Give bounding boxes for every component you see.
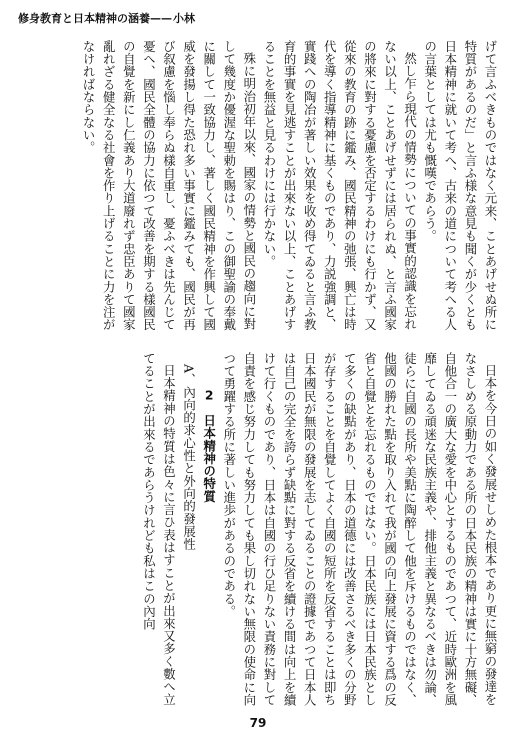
bottom-text-column — [16, 352, 500, 710]
header-dash: —— — [150, 12, 172, 25]
subsection-heading — [179, 352, 199, 710]
paragraph: 殊に明治初年以來、國家の情勢と國民の趨向に對して幾度か優渥な聖勅を賜はり、この御聖諭の奉戴に關して一致協力し、著しく國民精神を作興して國威を發揚し得た恐れ多い事實に鑑みても、國民が再び叙慮を惱し奉らぬ樣自重し、憂ふべきは先んじて憂へ、國民全體の協力に依つて改善を期する樣國民の自覺を新にし仁義あり大道廢れず忠臣ありて國家亂れざる健全なる社會を作り上げることに力を注がなければならない。 — [81, 40, 257, 331]
paragraph: 日本精神の特質は色々に言ひ表はすことが出來又多く數へ立てることが出來るであらうけれども私はこの內向 — [141, 352, 177, 706]
header-author: 小林 — [173, 12, 195, 25]
top-text-column — [16, 40, 500, 334]
paragraph: 日本を今日の如く發展せしめた根本であり更に無窮の發達をなさしめる原動力である所の日本民族の精神は實に十方無礙、自他合一の廣大な愛を中心とするものであつて、近時歐洲を風靡してゐる頑迷な民族主義や、排他主義と異なるべきは勿論、徒らに自國の長所や美點に陶醉して他を斥けるものではなく、他國の勝れた點を取り入れて我が國の向上發展に資する爲の反省と自覺とを忘れるものではない。日本民族には日本民族として多くの缺點があり、日本の道德には改善さるべき多くの分野が存することを自覺してよく自國の短所を反省することは即ち日本國民が無限の發展を志してゐることの證據であつて日本人は自己の完全を誇らず缺點に對する反省を續ける間は向上を續けて行くものであり、日本は自國の行ひ足りない責務に對して自責を感じ努力しても努力しても果し切れない無限の使命に向つて勇躍する所に著しい進歩があるのである。 — [221, 352, 498, 707]
section-heading — [199, 352, 219, 710]
running-header — [18, 10, 195, 26]
page-number: 79 — [249, 716, 267, 730]
section-number: 2 — [204, 389, 214, 402]
section-heading-line — [199, 389, 219, 710]
section-title: 日本精神の特質 — [201, 414, 217, 503]
header-title: 修身教育と日本精神の涵養 — [18, 12, 150, 25]
subsection-title: A、內向的求心性と外向的發展性 — [181, 364, 197, 551]
paragraph: 然し乍ら現代の情勢についての事實的認識を忘れない以上、ことあげせずには居られぬ、と言ふ國家の將來に對する憂慮を否定するわけにも行かず、又從來の教育の跡に鑑み、國民精神の弛張、興亡は時代を導く指導精神に基くものであり、力説強調と、實踐への陶冶が著しい效果を收め得てゐると言ふ教育的事實を見逃すことが出來ない以上、ことあげすることを無益と見るわけには行かない。 — [261, 40, 418, 331]
paragraph-continuation: げて言ふべきものではなく元来、ことあげせぬ所に特質があるのだ」と言ふ様な意見も聞くが少くとも日本精神に就いて考へ、古来の道について考へる人の言葉としては尤も慨嘆であらう。 — [422, 40, 498, 331]
